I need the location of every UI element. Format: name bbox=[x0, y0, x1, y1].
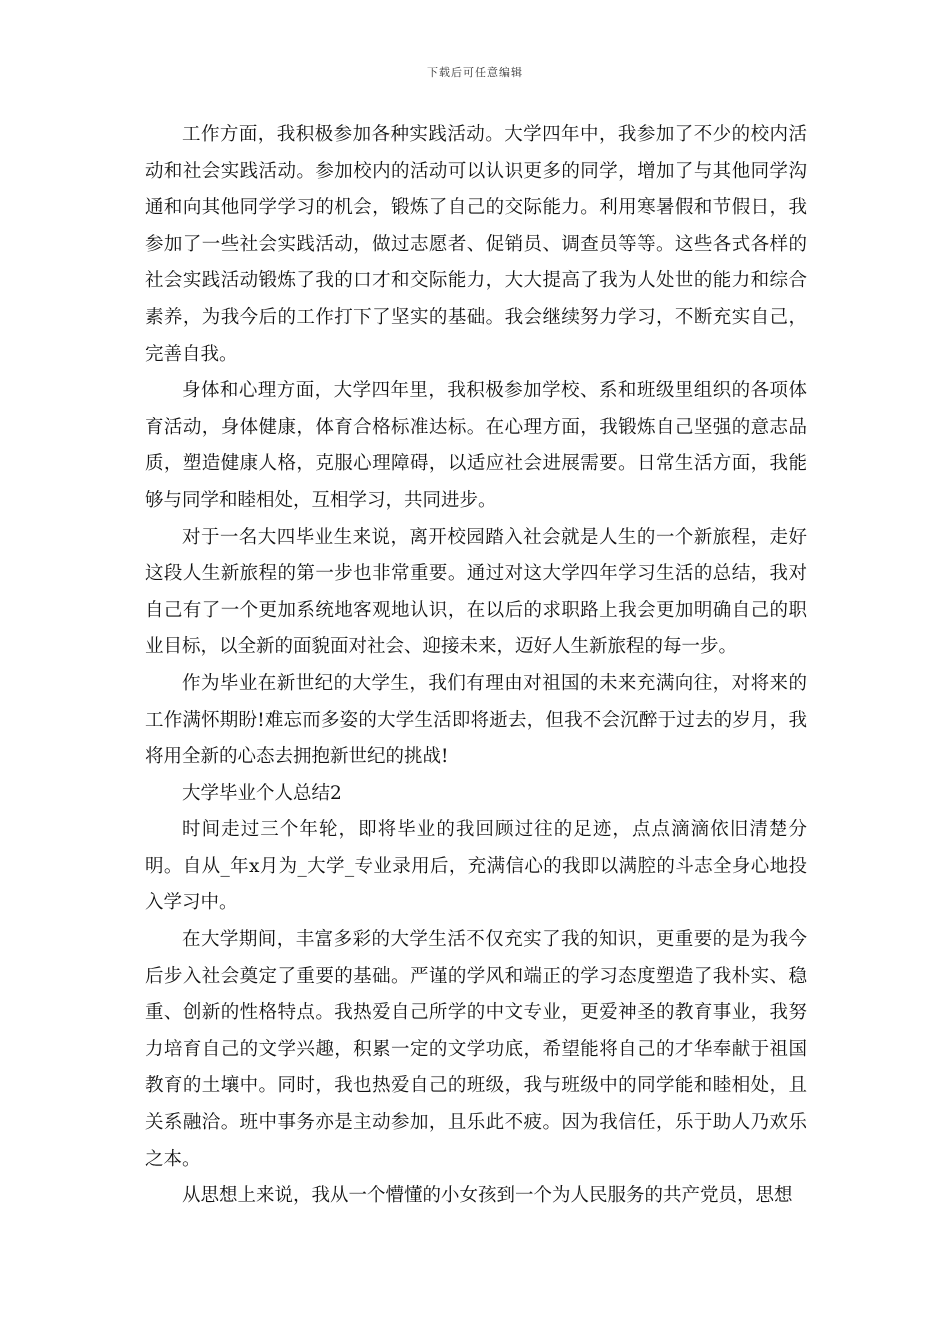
paragraph-thought: 从思想上来说，我从一个懵懂的小女孩到一个为人民服务的共产党员，思想 bbox=[182, 1185, 793, 1207]
section-title: 大学毕业个人总结2 bbox=[182, 782, 342, 804]
paragraph-time: 时间走过三个年轮，即将毕业的我回顾过往的足迹，点点滴滴依旧清楚分明。自从_年x月为_大学_专业录用后，充满信心的我即以满腔的斗志全身心地投入学习中。 bbox=[145, 819, 807, 914]
paragraph-graduate: 对于一名大四毕业生来说，离开校园踏入社会就是人生的一个新旅程，走好这段人生新旅程的第一步也非常重要。通过对这大学四年学习生活的总结，我对自己有了一个更加系统地客观地认识，在以后的求职路上我会更加明确自己的职业目标，以全新的面貌面对社会、迎接未来，迈好人生新旅程的每一步。 bbox=[145, 526, 807, 658]
paragraph-health: 身体和心理方面，大学四年里，我积极参加学校、系和班级里组织的各项体育活动，身体健康，体育合格标准达标。在心理方面，我锻炼自己坚强的意志品质，塑造健康人格，克服心理障碍，以适应社会进展需要。日常生活方面，我能够与同学和睦相处，互相学习，共同进步。 bbox=[145, 380, 807, 511]
page-header: 下载后可任意编辑 bbox=[427, 66, 523, 79]
paragraph-work: 工作方面，我积极参加各种实践活动。大学四年中，我参加了不少的校内活动和社会实践活动。参加校内的活动可以认识更多的同学，增加了与其他同学沟通和向其他同学学习的机会，锻炼了自己的交际能力。利用寒暑假和节假日，我参加了一些社会实践活动，做过志愿者、促销员、调查员等等。这些各式各样的社会实践活动锻炼了我的口才和交际能力，大大提高了我为人处世的能力和综合素养，为我今后的工作打下了坚实的基础。我会继续努力学习，不断充实自己，完善自我。 bbox=[145, 124, 807, 365]
paragraph-future: 作为毕业在新世纪的大学生，我们有理由对祖国的未来充满向往，对将来的工作满怀期盼!难忘而多姿的大学生活即将逝去，但我不会沉醉于过去的岁月，我将用全新的心态去拥抱新世纪的挑战! bbox=[145, 672, 807, 768]
document-body bbox=[145, 117, 807, 1215]
paragraph-college: 在大学期间，丰富多彩的大学生活不仅充实了我的知识，更重要的是为我今后步入社会奠定了重要的基础。严谨的学风和端正的学习态度塑造了我朴实、稳重、创新的性格特点。我热爱自己所学的中文专业，更爱神圣的教育事业，我努力培育自己的文学兴趣，积累一定的文学功底，希望能将自己的才华奉献于祖国教育的土壤中。同时，我也热爱自己的班级，我与班级中的同学能和睦相处，且关系融洽。班中事务亦是主动参加，且乐此不疲。因为我信任，乐于助人乃欢乐之本。 bbox=[145, 929, 807, 1170]
